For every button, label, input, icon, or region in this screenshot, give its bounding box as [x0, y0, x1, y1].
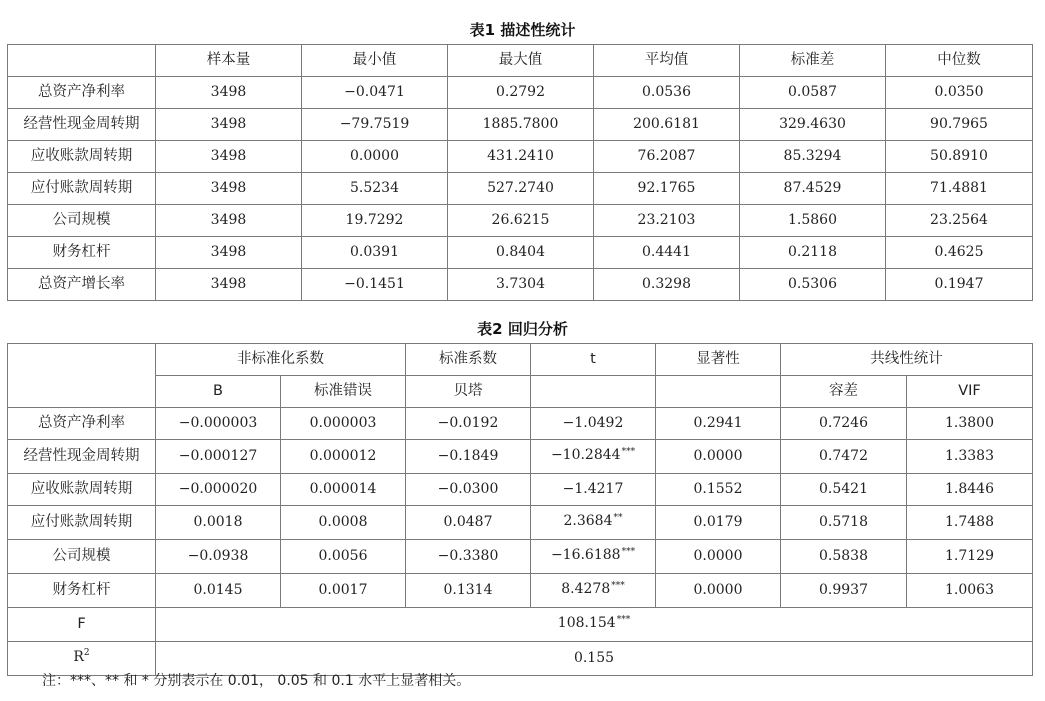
table2-header-row-1 [8, 344, 1033, 376]
significance-header: 显著性 [656, 344, 781, 376]
table1-cell: 71.4881 [886, 173, 1033, 205]
r2-value: 0.155 [156, 642, 1033, 676]
table1-column-header: 样本量 [156, 45, 302, 77]
table2-cell-beta [406, 474, 531, 506]
table1-cell: 3498 [156, 109, 302, 141]
table1-row [8, 77, 1033, 109]
table1-cell: 76.2087 [594, 141, 740, 173]
table1-cell: 329.4630 [740, 109, 886, 141]
table1-cell: 200.6181 [594, 109, 740, 141]
table2-value-se: 0.000012 [309, 448, 377, 464]
table2-cell-tol [781, 574, 907, 608]
table2-cell-se [281, 540, 406, 574]
table2-cell-sig [656, 506, 781, 540]
table2-cell-t [531, 574, 656, 608]
table2-value-tol: 0.5421 [819, 481, 868, 497]
unstandardized-coefficients-header: 非标准化系数 [156, 344, 406, 376]
table1-cell: 0.1947 [886, 269, 1033, 301]
table2-value-sig: 0.0179 [693, 514, 743, 530]
table2-cell-se [281, 408, 406, 440]
table2-value-t: −16.6188 [550, 547, 621, 563]
table2-value-vif: 1.3383 [945, 448, 994, 464]
table2-cell-b [156, 574, 281, 608]
descriptive-statistics-table [7, 44, 1033, 301]
f-value-cell [156, 608, 1033, 642]
significance-stars: *** [621, 547, 636, 557]
table1-row-label: 总资产净利率 [8, 77, 156, 109]
table1-cell: 3498 [156, 237, 302, 269]
table1-cell: 23.2564 [886, 205, 1033, 237]
table1-row-label: 应付账款周转期 [8, 173, 156, 205]
table1-corner-cell [8, 45, 156, 77]
table2-row-label [8, 506, 156, 540]
table1-cell: 26.6215 [448, 205, 594, 237]
table2-cell-beta [406, 440, 531, 474]
table1-header-row [8, 45, 1033, 77]
table2-cell-se [281, 574, 406, 608]
table2-row [8, 574, 1033, 608]
table2-value-label: 经营性现金周转期 [23, 448, 140, 464]
table2-value-se: 0.0017 [318, 582, 368, 598]
table2-cell-tol [781, 474, 907, 506]
table2-cell-vif [907, 408, 1033, 440]
table2-value-label: 应收账款周转期 [30, 481, 133, 497]
table2-row [8, 408, 1033, 440]
table2-value-beta: 0.1314 [443, 582, 493, 598]
table1-row-label: 总资产增长率 [8, 269, 156, 301]
table1-row-label: 经营性现金周转期 [8, 109, 156, 141]
table1-row [8, 269, 1033, 301]
table2-value-beta: 0.0487 [443, 514, 493, 530]
table1-cell: 87.4529 [740, 173, 886, 205]
table1-cell: 3498 [156, 77, 302, 109]
vif-header: VIF [907, 376, 1033, 408]
table2-cell-tol [781, 440, 907, 474]
table2-value-t: 8.4278 [561, 581, 611, 597]
table1-cell: 0.0587 [740, 77, 886, 109]
table1-cell: 3498 [156, 173, 302, 205]
table2-row-label [8, 408, 156, 440]
table1-cell: 3498 [156, 141, 302, 173]
table2-value-t: −1.4217 [562, 481, 624, 497]
table1-cell: 0.2792 [448, 77, 594, 109]
table1-row [8, 173, 1033, 205]
table1-row [8, 237, 1033, 269]
table1-cell: 90.7965 [886, 109, 1033, 141]
table2-value-vif: 1.3800 [945, 415, 994, 431]
table2-cell-vif [907, 506, 1033, 540]
table2-cell-b [156, 474, 281, 506]
table1-cell: 0.4625 [886, 237, 1033, 269]
table1-row-label: 公司规模 [8, 205, 156, 237]
table2-value-b: −0.0938 [187, 548, 249, 564]
table2-cell-b [156, 408, 281, 440]
table2-row [8, 540, 1033, 574]
f-label: F [8, 608, 156, 642]
table2-value-tol: 0.7246 [819, 415, 868, 431]
table2-cell-vif [907, 540, 1033, 574]
table1-cell: 3498 [156, 269, 302, 301]
table1-cell: −79.7519 [302, 109, 448, 141]
table2-cell-t [531, 540, 656, 574]
table1-cell: 23.2103 [594, 205, 740, 237]
table2-value-sig: 0.0000 [693, 582, 743, 598]
table2-value-sig: 0.2941 [693, 415, 743, 431]
table2-value-vif: 1.7488 [945, 514, 994, 530]
table2-row-label [8, 440, 156, 474]
table2-value-tol: 0.9937 [819, 582, 868, 598]
table1-row-label: 财务杠杆 [8, 237, 156, 269]
table2-header-row-2 [8, 376, 1033, 408]
table1-cell: 0.4441 [594, 237, 740, 269]
table2-f-row [8, 608, 1033, 642]
table2-cell-t [531, 408, 656, 440]
table2-row-label [8, 574, 156, 608]
table2-corner-cell [8, 344, 156, 408]
significance-stars: *** [621, 447, 636, 457]
table1-cell: 0.2118 [740, 237, 886, 269]
table2-cell-t [531, 506, 656, 540]
table2-cell-vif [907, 574, 1033, 608]
table2-row-label [8, 540, 156, 574]
table2-value-sig: 0.0000 [693, 548, 743, 564]
f-significance-stars: *** [616, 615, 631, 625]
collinearity-header: 共线性统计 [781, 344, 1033, 376]
table1-cell: 527.2740 [448, 173, 594, 205]
table2-cell-se [281, 474, 406, 506]
table1-column-header: 标准差 [740, 45, 886, 77]
table2-value-b: −0.000020 [178, 481, 258, 497]
significance-note: 注：***、** 和 * 分别表示在 0.01， 0.05 和 0.1 水平上显著相关。 [42, 673, 471, 689]
table1-cell: 19.7292 [302, 205, 448, 237]
table1-cell: 1.5860 [740, 205, 886, 237]
table2-value-vif: 1.7129 [945, 548, 994, 564]
table2-value-t: 2.3684 [563, 513, 613, 529]
table2-cell-tol [781, 540, 907, 574]
table2-value-b: −0.000127 [178, 448, 258, 464]
table2-value-beta: −0.0192 [437, 415, 499, 431]
table2-value-se: 0.0008 [318, 514, 368, 530]
table1-cell: 92.1765 [594, 173, 740, 205]
table2-value-b: 0.0145 [193, 582, 243, 598]
table2-value-beta: −0.0300 [437, 481, 499, 497]
t-subheader-empty [531, 376, 656, 408]
table2-value-vif: 1.8446 [945, 481, 994, 497]
table1-cell: 50.8910 [886, 141, 1033, 173]
table1-cell: 3498 [156, 205, 302, 237]
table2-cell-tol [781, 408, 907, 440]
table2-cell-se [281, 440, 406, 474]
table1-cell: 5.5234 [302, 173, 448, 205]
regression-analysis-table [7, 343, 1033, 676]
table2-cell-sig [656, 440, 781, 474]
table2-value-label: 财务杠杆 [52, 582, 111, 598]
table1-cell: −0.1451 [302, 269, 448, 301]
table2-value-t: −1.0492 [562, 415, 624, 431]
r2-label: R [73, 649, 84, 665]
table1-cell: 0.5306 [740, 269, 886, 301]
table2-value-b: 0.0018 [193, 514, 243, 530]
table2-cell-sig [656, 540, 781, 574]
significance-stars: ** [613, 513, 623, 523]
table2-cell-tol [781, 506, 907, 540]
table2-value-sig: 0.0000 [693, 448, 743, 464]
table2-title: 表2 回归分析 [477, 320, 568, 338]
table2-value-t: −10.2844 [550, 447, 621, 463]
table1-cell: 0.3298 [594, 269, 740, 301]
table1-column-header: 中位数 [886, 45, 1033, 77]
table1-column-header: 最小值 [302, 45, 448, 77]
table2-cell-b [156, 440, 281, 474]
table2-value-label: 总资产净利率 [38, 415, 125, 431]
table2-value-tol: 0.7472 [819, 448, 868, 464]
table1-cell: 0.0391 [302, 237, 448, 269]
table1-column-header: 最大值 [448, 45, 594, 77]
table1-cell: −0.0471 [302, 77, 448, 109]
table1-cell: 1885.7800 [448, 109, 594, 141]
standardized-coefficients-header: 标准系数 [406, 344, 531, 376]
table2-cell-b [156, 506, 281, 540]
table2-row [8, 440, 1033, 474]
significance-subheader-empty [656, 376, 781, 408]
table2-value-se: 0.000014 [309, 481, 377, 497]
table1-cell: 85.3294 [740, 141, 886, 173]
table2-cell-sig [656, 574, 781, 608]
significance-stars: *** [611, 581, 625, 591]
table2-value-b: −0.000003 [178, 415, 258, 431]
table2-row [8, 506, 1033, 540]
table2-cell-beta [406, 574, 531, 608]
table2-cell-se [281, 506, 406, 540]
table1-cell: 0.0536 [594, 77, 740, 109]
table2-cell-beta [406, 540, 531, 574]
table2-value-beta: −0.1849 [437, 448, 499, 464]
table1-cell: 3.7304 [448, 269, 594, 301]
table2-value-se: 0.000003 [309, 415, 377, 431]
table2-cell-b [156, 540, 281, 574]
table2-cell-beta [406, 408, 531, 440]
table2-value-se: 0.0056 [318, 548, 368, 564]
table1-row [8, 205, 1033, 237]
table1-cell: 431.2410 [448, 141, 594, 173]
table2-value-tol: 0.5838 [819, 548, 868, 564]
table2-value-sig: 0.1552 [693, 481, 743, 497]
table2-cell-vif [907, 440, 1033, 474]
table2-value-vif: 1.0063 [945, 582, 994, 598]
table1-title: 表1 描述性统计 [469, 21, 576, 39]
table2-cell-beta [406, 506, 531, 540]
table1-column-header: 平均值 [594, 45, 740, 77]
table2-cell-sig [656, 408, 781, 440]
t-header: t [531, 344, 656, 376]
beta-header: 贝塔 [406, 376, 531, 408]
std-error-header: 标准错误 [281, 376, 406, 408]
table2-value-tol: 0.5718 [819, 514, 868, 530]
tolerance-header: 容差 [781, 376, 907, 408]
f-value: 108.154 [557, 615, 616, 631]
table1-row-label: 应收账款周转期 [8, 141, 156, 173]
table2-cell-t [531, 440, 656, 474]
table2-value-label: 应付账款周转期 [30, 514, 133, 530]
table1-cell: 0.8404 [448, 237, 594, 269]
table1-row [8, 109, 1033, 141]
table2-value-label: 公司规模 [52, 548, 111, 564]
table2-row [8, 474, 1033, 506]
table1-cell: 0.0000 [302, 141, 448, 173]
table2-value-beta: −0.3380 [437, 548, 499, 564]
table2-cell-t [531, 474, 656, 506]
table2-cell-sig [656, 474, 781, 506]
table2-cell-vif [907, 474, 1033, 506]
r2-exponent: 2 [83, 648, 90, 658]
table1-row [8, 141, 1033, 173]
table1-cell: 0.0350 [886, 77, 1033, 109]
table2-row-label [8, 474, 156, 506]
b-header: B [156, 376, 281, 408]
